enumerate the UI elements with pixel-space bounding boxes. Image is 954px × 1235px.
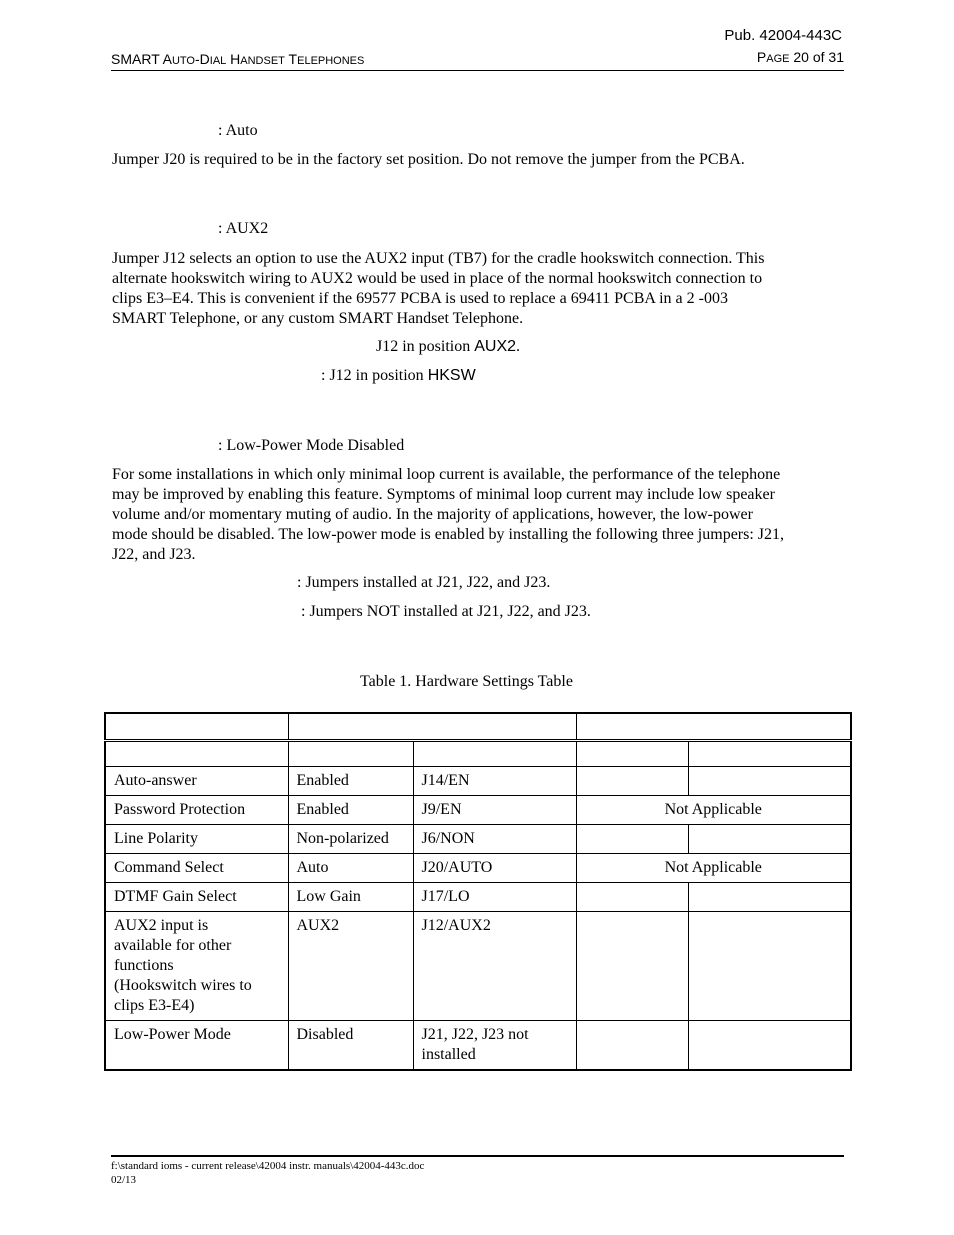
document-title: [111, 51, 364, 69]
empty-cell: [688, 825, 851, 854]
feature-cell: [105, 883, 288, 912]
not-applicable-cell: Not Applicable: [576, 796, 851, 825]
empty-cell: [688, 1021, 851, 1071]
table-row: [105, 825, 851, 854]
aux2-line: SMART Telephone, or any custom SMART Handset Telephone.: [112, 310, 524, 327]
aux2-body: [112, 249, 842, 329]
jumper-cell: [413, 1021, 576, 1071]
publication-number: Pub. 42004-443C: [724, 27, 842, 44]
feature-cell-line: Password Protection: [114, 801, 246, 818]
jumper-cell-line: J12/AUX2: [421, 917, 491, 934]
empty-cell: [576, 825, 688, 854]
table-row: [105, 912, 851, 1021]
feature-cell-line: Command Select: [114, 859, 224, 876]
subheader-cell: [688, 741, 851, 767]
setting-cell: Low Gain: [288, 883, 413, 912]
page-number: [757, 49, 844, 67]
jumper-cell: [413, 883, 576, 912]
header-text-fragment: SMART A: [111, 51, 172, 67]
lowpower-option-disabled: : Jumpers NOT installed at J21, J22, and J23.: [301, 603, 591, 620]
feature-cell-line: Line Polarity: [114, 830, 198, 847]
table-header-row: [105, 713, 851, 741]
jumper-cell-line: J17/LO: [421, 888, 470, 905]
feature-cell: [105, 825, 288, 854]
table-caption: Table 1. Hardware Settings Table: [360, 673, 573, 690]
header-text-fragment: -D: [194, 51, 210, 67]
option-text: J12 in position: [376, 338, 475, 355]
header-text-fragment: ANDSET: [240, 55, 285, 67]
jumper-cell: [413, 825, 576, 854]
feature-cell-line: functions: [114, 957, 174, 974]
feature-cell: [105, 767, 288, 796]
feature-cell-line: available for other: [114, 937, 232, 954]
command-default-value: : Auto: [218, 122, 258, 139]
lowpower-line: For some installations in which only minimal loop current is available, the performance of the telephone: [112, 466, 781, 483]
feature-cell: [105, 854, 288, 883]
empty-cell: [576, 883, 688, 912]
lowpower-line: J22, and J23.: [112, 546, 196, 563]
footer-date: 02/13: [111, 1174, 137, 1186]
jumper-cell-line: J6/NON: [421, 830, 475, 847]
header-cell: [105, 713, 288, 741]
setting-cell: Enabled: [288, 796, 413, 825]
feature-cell-line: DTMF Gain Select: [114, 888, 237, 905]
empty-cell: [576, 767, 688, 796]
header-cell: [576, 713, 851, 741]
option-end: .: [516, 338, 521, 355]
setting-cell: Non-polarized: [288, 825, 413, 854]
header-text-fragment: H: [226, 51, 241, 67]
table-subheader-row: [105, 741, 851, 767]
empty-cell: [688, 883, 851, 912]
jumper-cell: [413, 767, 576, 796]
empty-cell: [576, 1021, 688, 1071]
lowpower-body: [112, 465, 842, 565]
aux2-option-disabled: [321, 367, 476, 385]
setting-cell: Auto: [288, 854, 413, 883]
header-text-fragment: P: [756, 49, 767, 65]
header-text-fragment: UTO: [171, 55, 195, 67]
jumper-cell: [413, 796, 576, 825]
subheader-cell: [288, 741, 413, 767]
feature-cell-line: clips E3-E4): [114, 997, 195, 1014]
header-text-fragment: 20 of 31: [789, 49, 844, 65]
header-rule: [111, 70, 844, 71]
hardware-settings-table: [104, 712, 852, 1071]
lowpower-line: mode should be disabled. The low-power mode is enabled by installing the following three jumpers: J21,: [112, 526, 785, 543]
aux2-default-value: : AUX2: [218, 220, 269, 237]
footer-file-path: f:\standard ioms - current release\42004 instr. manuals\42004-443c.doc: [111, 1160, 425, 1172]
feature-cell: [105, 912, 288, 1021]
aux2-line: clips E3–E4. This is convenient if the 69577 PCBA is used to replace a 69411 PCBA in a 2 -003: [112, 290, 728, 307]
jumper-cell: [413, 854, 576, 883]
aux2-line: Jumper J12 selects an option to use the AUX2 input (TB7) for the cradle hookswitch connection. This: [112, 250, 765, 267]
feature-cell-line: AUX2 input is: [114, 917, 209, 934]
header-text-fragment: AGE: [766, 53, 790, 65]
table-row: [105, 1021, 851, 1071]
subheader-cell: [105, 741, 288, 767]
aux2-option-enabled: [376, 338, 520, 356]
table-row: [105, 796, 851, 825]
setting-cell: Enabled: [288, 767, 413, 796]
lowpower-line: may be improved by enabling this feature. Symptoms of minimal loop current may include low speaker: [112, 486, 775, 503]
empty-cell: [576, 912, 688, 1021]
header-text-fragment: T: [284, 51, 298, 67]
feature-cell-line: Low-Power Mode: [114, 1026, 231, 1043]
setting-cell: Disabled: [288, 1021, 413, 1071]
jumper-cell-line: installed: [421, 1046, 476, 1063]
feature-cell: [105, 1021, 288, 1071]
subheader-cell: [576, 741, 688, 767]
jumper-cell-line: J20/AUTO: [421, 859, 493, 876]
table-row: [105, 854, 851, 883]
jumper-cell-line: J21, J22, J23 not: [421, 1026, 529, 1043]
option-value: AUX2: [474, 338, 517, 355]
command-body: Jumper J20 is required to be in the factory set position. Do not remove the jumper from the PCBA.: [112, 151, 745, 168]
aux2-line: alternate hookswitch wiring to AUX2 would be used in place of the normal hookswitch connection to: [112, 270, 763, 287]
header-cell: [288, 713, 576, 741]
lowpower-line: volume and/or momentary muting of audio. In the majority of applications, however, the low-power: [112, 506, 753, 523]
header-text-fragment: ELEPHONES: [297, 55, 365, 67]
subheader-cell: [413, 741, 576, 767]
not-applicable-cell: Not Applicable: [576, 854, 851, 883]
table-row: [105, 767, 851, 796]
jumper-cell-line: J14/EN: [421, 772, 470, 789]
option-text: : J12 in position: [321, 367, 428, 384]
lowpower-option-enabled: : Jumpers installed at J21, J22, and J23.: [297, 574, 551, 591]
empty-cell: [688, 912, 851, 1021]
feature-cell-line: Auto-answer: [114, 772, 197, 789]
header-text-fragment: IAL: [209, 55, 227, 67]
setting-cell: AUX2: [288, 912, 413, 1021]
lowpower-default-value: : Low-Power Mode Disabled: [218, 437, 405, 454]
option-value: HKSW: [427, 367, 476, 384]
jumper-cell: [413, 912, 576, 1021]
feature-cell: [105, 796, 288, 825]
empty-cell: [688, 767, 851, 796]
jumper-cell-line: J9/EN: [421, 801, 462, 818]
footer-rule: [111, 1155, 844, 1157]
feature-cell-line: (Hookswitch wires to: [114, 977, 252, 994]
table-row: [105, 883, 851, 912]
